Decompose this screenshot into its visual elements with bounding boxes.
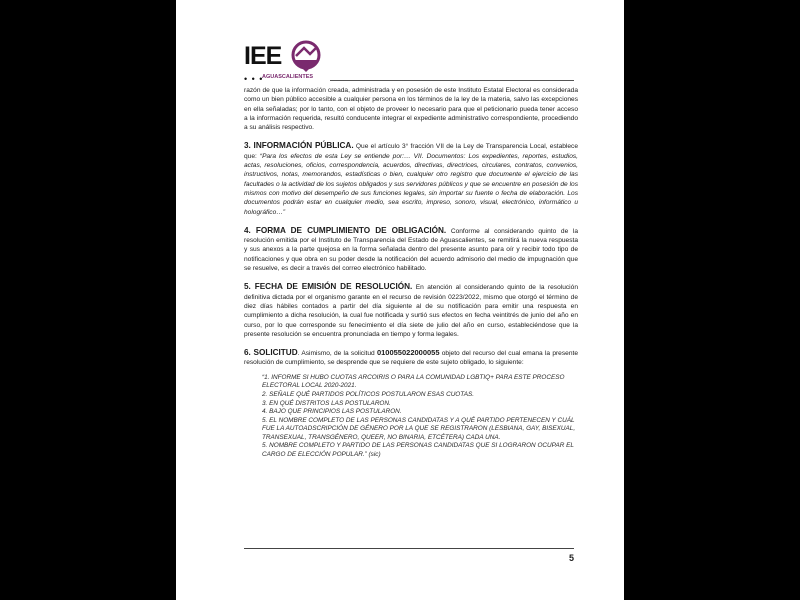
section-4-text: Conforme al considerando quinto de la resolución emitida por el Instituto de Transparencia del Estado de Aguascalientes, se remitirá la nueva respuesta y sus anexos a la parte quejosa en la forma señalada dentro del presente asunto para oír y recibir todo tipo de notificaciones y que obra en su poder desde la notificación del acuerdo admisorio del medio de impugnación que se resuelve, es decir a través del correo electrónico habilitado. xyxy=(244,227,578,273)
section-3-paragraph xyxy=(244,141,578,216)
section-6-paragraph xyxy=(244,348,578,368)
logo-dots: • • • xyxy=(244,74,264,84)
section-6-heading: 6. SOLICITUD xyxy=(244,348,298,358)
header-divider xyxy=(330,80,574,81)
request-item: 4. BAJO QUE PRINCIPIOS LAS POSTULARON. xyxy=(262,408,402,416)
logo-subtitle: AGUASCALIENTES xyxy=(262,74,314,80)
request-item: 3. EN QUÉ DISTRITOS LAS POSTULARON. xyxy=(262,399,391,407)
page-number: 5 xyxy=(569,553,575,563)
document-body xyxy=(244,86,578,460)
intro-paragraph: razón de que la información creada, administrada y en posesión de este Instituto Estatal Electoral es considerada como un bien público accesible a cualquier persona en los términos de la ley de la materia, salvo las excepciones en ella señaladas; por lo tanto, con el objeto de proveer lo necesario para que el peticionario pueda tener acceso a la información requerida, resultó conducente integrar el expediente administrativo correspondiente, procediendo a su análisis respectivo. xyxy=(244,87,578,132)
request-item: 2. SEÑALE QUÉ PARTIDOS POLÍTICOS POSTULARON ESAS CUOTAS. xyxy=(262,390,475,398)
section-4-paragraph xyxy=(244,226,578,273)
request-item: 5. NOMBRE COMPLETO Y PARTIDO DE LAS PERSONAS CANDIDATAS QUE SI LOGRARON OCUPAR EL CARGO DE ELECCIÓN POPULAR.” (sic) xyxy=(262,442,574,459)
logo-text: IEE xyxy=(244,42,282,70)
section-3-quote: “Para los efectos de esta Ley se entiende por:… VII. Documentos: Los expedientes, reportes, estudios, actas, resoluciones, oficios, correspondencia, acuerdos, directivas, directrices, circulares, contratos, convenios, instructivos, notas, memorandos, estadísticas o bien, cualquier otro registro que documente el ejercicio de las facultades o la actividad de los sujetos obligados y sus servidores públicos y que se encuentre en posesión de los mismos con motivo del desempeño de sus funciones legales, sin importar su fuente o fecha de elaboración. Los documentos podrán estar en cualquier medio, sea escrito, impreso, sonoro, visual, electrónico, informático u holográfico…” xyxy=(244,152,578,216)
section-6-text-a: . Asimismo, de la solicitud xyxy=(297,350,377,358)
request-items xyxy=(262,374,578,460)
section-5-text: En atención al considerando quinto de la resolución definitiva dictada por el organismo garante en el recurso de revisión 0223/2022, mismo que otorgó el término de diez días hábiles contados a partir del día siguiente al de su notificación para emitir una respuesta en cumplimiento a dicha resolución, la cual fue notificada y surtió sus efectos en fecha veintitrés de junio del año en curso, por lo que corresponde su fenecimiento el día siete de julio del año en curso, estableciéndose que la presente resolución se encuentra pronunciada en tiempo y forma legales. xyxy=(244,284,578,338)
section-3-heading: 3. INFORMACIÓN PÚBLICA. xyxy=(244,141,354,151)
request-item: 5. EL NOMBRE COMPLETO DE LAS PERSONAS CANDIDATAS Y A QUÉ PARTIDO PERTENECEN Y CUÁL FUE LA AUTOADSCRIPCIÓN DE GÉNERO POR LA QUE SE REGISTRARON (LESBIANA, GAY, BISEXUAL, TRANSEXUAL, TRANSGÉNERO, QUEER, NO BINARIA, ETCÉTERA) CADA UNA. xyxy=(262,416,576,441)
footer-divider xyxy=(244,548,574,549)
section-5-heading: 5. FECHA DE EMISIÓN DE RESOLUCIÓN. xyxy=(244,282,413,292)
solicitud-folio: 010055022000055 xyxy=(376,348,440,358)
section-4-heading: 4. FORMA DE CUMPLIMIENTO DE OBLIGACIÓN. xyxy=(244,225,447,235)
section-5-paragraph xyxy=(244,282,578,339)
request-item: “1. INFORME SI HUBO CUOTAS ARCOIRIS O PARA LA COMUNIDAD LGBTIQ+ PARA ESTE PROCESO ELECTORAL LOCAL 2020-2021. xyxy=(262,373,565,390)
section-6-text-b: objeto del recurso del cual emana la presente resolución de cumplimiento, se desprende que se requiere de este sujeto obligado, lo siguiente: xyxy=(244,350,578,367)
section-3-lead: Que el artículo 3° fracción VII de la Ley de Transparencia Local, establece que: xyxy=(244,143,578,160)
